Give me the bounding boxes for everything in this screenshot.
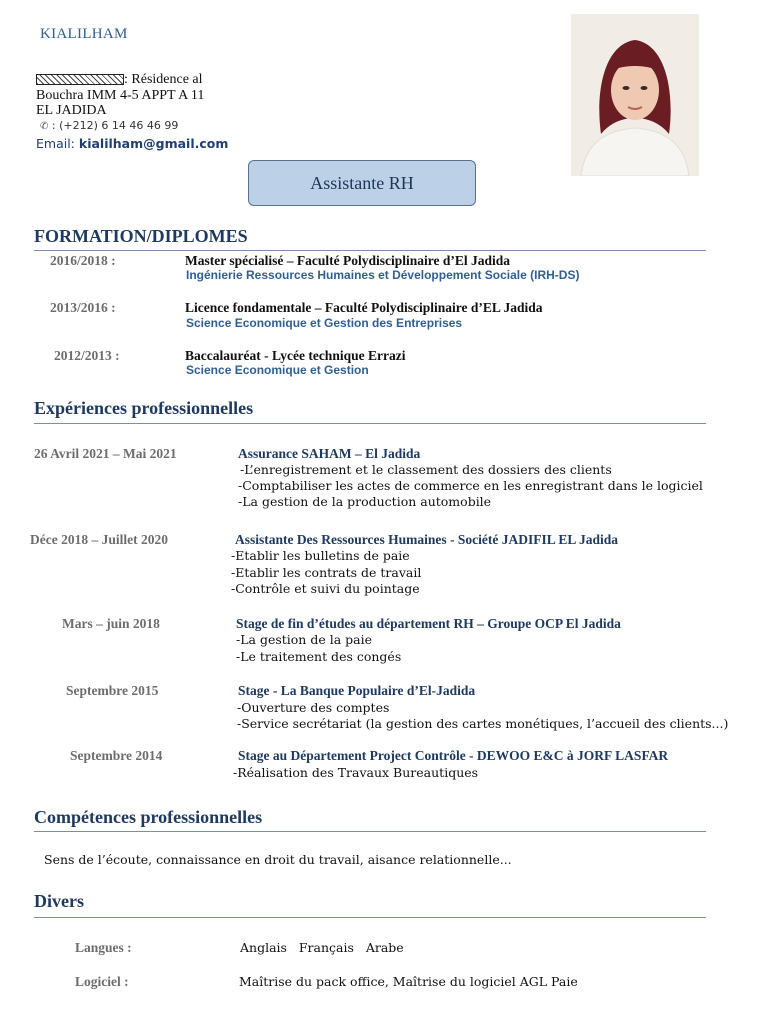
redacted-box — [36, 74, 124, 85]
phone-icon: ✆ — [40, 121, 49, 132]
section-divider — [34, 250, 706, 251]
section-divers-heading: Divers — [34, 891, 84, 911]
formation-subtitle: Science Economique et Gestion — [186, 363, 369, 377]
formation-title: Master spécialisé – Faculté Polydisciplinaire d’El Jadida — [185, 253, 510, 268]
section-divider — [34, 831, 706, 832]
language-item: Arabe — [365, 940, 404, 955]
phone-line — [40, 119, 178, 132]
experience-date: Déce 2018 – Juillet 2020 — [30, 532, 168, 547]
address-line-2: Bouchra IMM 4-5 APPT A 11 — [36, 88, 205, 103]
experience-date: 26 Avril 2021 – Mai 2021 — [34, 446, 177, 461]
experience-task: -Etablir les bulletins de paie — [231, 548, 410, 563]
address-line-3: EL JADIDA — [36, 103, 107, 118]
language-item: Anglais — [240, 940, 287, 955]
logiciel-label: Logiciel : — [75, 974, 129, 989]
experience-task: -Etablir les contrats de travail — [231, 565, 422, 580]
experience-task: -La gestion de la production automobile — [238, 494, 492, 509]
langues-label: Langues : — [75, 940, 132, 955]
experience-date: Septembre 2015 — [66, 683, 159, 698]
formation-subtitle: Science Economique et Gestion des Entreprises — [186, 316, 463, 330]
address-text-1: : Résidence al — [124, 72, 203, 87]
langues-list — [240, 940, 404, 955]
email-line — [36, 136, 228, 151]
experience-task: -La gestion de la paie — [236, 632, 372, 647]
phone-number: : (+212) 6 14 46 46 99 — [51, 119, 179, 132]
experience-title: Assistante Des Ressources Humaines - Société JADIFIL EL Jadida — [235, 532, 619, 547]
candidate-name: KIALILHAM — [40, 26, 128, 42]
section-divider — [34, 423, 706, 424]
formation-date: 2012/2013 : — [54, 348, 120, 363]
experience-task: -L’enregistrement et le classement des dossiers des clients — [240, 462, 612, 477]
formation-title: Baccalauréat - Lycée technique Errazi — [185, 348, 406, 363]
experience-date: Septembre 2014 — [70, 748, 163, 763]
email-label: Email: — [36, 136, 75, 151]
section-formation-heading: FORMATION/DIPLOMES — [34, 226, 248, 246]
formation-title: Licence fondamentale – Faculté Polydisciplinaire d’EL Jadida — [185, 300, 543, 315]
logiciel-text: Maîtrise du pack office, Maîtrise du logiciel AGL Paie — [239, 974, 578, 989]
address-line-1 — [36, 72, 203, 87]
experience-task: -Comptabiliser les actes de commerce en les enregistrant dans le logiciel — [238, 478, 703, 493]
language-item: Français — [298, 940, 354, 955]
experience-task: -Réalisation des Travaux Bureautiques — [233, 765, 479, 780]
section-competences-heading: Compétences professionnelles — [34, 807, 263, 827]
section-divider — [34, 917, 706, 918]
formation-subtitle: Ingénierie Ressources Humaines et Développement Sociale (IRH-DS) — [186, 268, 580, 282]
profile-photo — [571, 14, 699, 176]
job-title-box: Assistante RH — [248, 160, 476, 206]
experience-task: -Le traitement des congés — [236, 649, 402, 664]
experience-title: Stage au Département Project Contrôle - DEWOO E&C à JORF LASFAR — [238, 748, 669, 763]
experience-date: Mars – juin 2018 — [62, 616, 160, 631]
experience-title: Assurance SAHAM – El Jadida — [238, 446, 421, 461]
formation-date: 2016/2018 : — [50, 253, 116, 268]
competences-text: Sens de l’écoute, connaissance en droit du travail, aisance relationnelle... — [44, 852, 512, 867]
section-experiences-heading: Expériences professionnelles — [34, 398, 254, 418]
email-address[interactable]: kialilham@gmail.com — [78, 136, 229, 151]
experience-title: Stage - La Banque Populaire d’El-Jadida — [238, 683, 476, 698]
formation-date: 2013/2016 : — [50, 300, 116, 315]
experience-task: -Ouverture des comptes — [237, 700, 390, 715]
experience-task: -Service secrétariat (la gestion des cartes monétiques, l’accueil des clients...) — [237, 716, 729, 731]
experience-title: Stage de fin d’études au département RH – Groupe OCP El Jadida — [236, 616, 621, 631]
experience-task: -Contrôle et suivi du pointage — [231, 581, 420, 596]
